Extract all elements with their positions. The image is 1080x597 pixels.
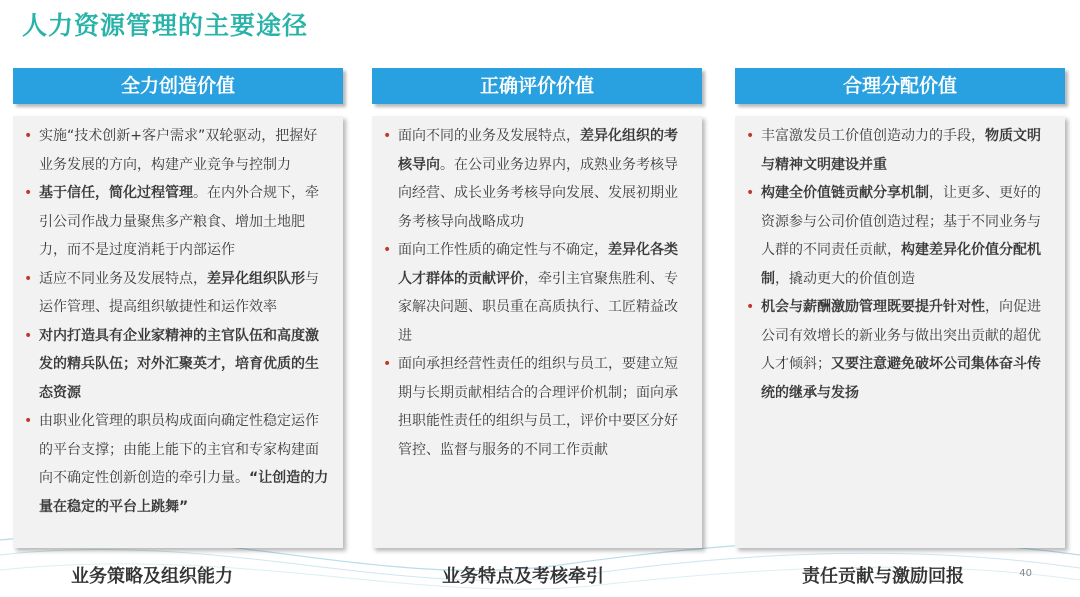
bullet-list [21,122,331,521]
text-segment: 面向不同的业务及发展特点， [398,128,580,144]
text-segment: ，撬动更大的价值创造 [775,270,915,287]
column-evaluate-value [372,68,702,458]
list-item [21,265,331,322]
text-segment: 由职业化管理的职员构成面向确定性稳定运作的平台支撑；由能上能下的主官和专家构建面向不确定性创新创造的牵引力量。 [39,413,319,486]
column-header: 正确评价价值 [372,68,702,104]
list-item [743,293,1053,407]
list-item [380,122,690,236]
list-item [21,122,331,179]
text-segment: 实施“技术创新+客户需求”双轮驱动，把握好业务发展的方向，构建产业竞争与控制力 [39,128,318,173]
list-item [380,350,690,464]
list-item [743,122,1053,179]
column-create-value [13,68,343,515]
text-segment: 丰富激发员工价值创造动力的手段， [761,128,985,144]
list-item [21,407,331,521]
text-segment: ，让更多、更好的资源参与公司价值创造过程；基于不同业务与人群的不同责任贡献， [761,185,1041,258]
column-body [13,116,343,548]
bold-text: 构建差异化价值分配机制 [761,242,1041,287]
bullet-list [380,122,690,464]
text-segment: 面向承担经营性责任的组织与员工，要建立短期与长期贡献相结合的合理评价机制；面向承担职能性责任的组织与员工，评价中要区分好管控、监督与服务的不同工作贡献 [398,356,678,458]
bold-text: 差异化组织的考核导向 [398,128,678,173]
column-header: 合理分配价值 [735,68,1065,104]
bold-text: 物质文明与精神文明建设并重 [761,128,1041,173]
footer-label: 业务策略及组织能力 [71,566,233,587]
bold-text: 又要注意避免破坏公司集体奋斗传统的继承与发扬 [761,356,1041,401]
text-segment: ，向促进公司有效增长的新业务与做出突出贡献的超优人才倾斜； [761,299,1041,372]
bold-text: 差异化组织队形 [207,270,305,287]
column-body [372,116,702,548]
list-item [380,236,690,350]
list-item [743,179,1053,293]
bold-text: 差异化各类人才群体的贡献评价 [398,242,678,287]
text-segment: 。在内外合规下，牵引公司作战力量聚焦多产粮食、增加土地肥力，而不是过度消耗于内部运作 [39,185,319,258]
column-header: 全力创造价值 [13,68,343,104]
bullet-list [743,122,1053,407]
bold-text: 机会与薪酬激励管理既要提升针对性 [761,299,985,315]
column-body [735,116,1065,548]
list-item [21,322,331,408]
page-number: 40 [1019,568,1032,579]
text-segment: 适应不同业务及发展特点， [39,270,207,287]
text-segment: 与运作管理、提高组织敏捷性和运作效率 [39,270,319,315]
list-item [21,179,331,265]
bold-text: 对内打造具有企业家精神的主官队伍和高度激发的精兵队伍；对外汇聚英才，培育优质的生态资源 [39,327,319,401]
bold-text: 基于信任，简化过程管理 [39,185,193,201]
bold-text: “让创造的力量在稳定的平台上跳舞” [39,470,329,515]
footer-label: 责任贡献与激励回报 [802,566,964,587]
footer-label: 业务特点及考核牵引 [442,566,604,587]
text-segment: ，牵引主官聚焦胜利、专家解决问题、职员重在高质执行、工匠精益改进 [398,270,678,344]
page-title: 人力资源管理的主要途径 [22,11,309,40]
bold-text: 构建全价值链贡献分享机制 [761,185,929,201]
text-segment: 。在公司业务边界内，成熟业务考核导向经营、成长业务考核导向发展、发展初期业务考核导向战略成功 [398,156,678,230]
column-distribute-value [735,68,1065,401]
text-segment: 面向工作性质的确定性与不确定， [398,242,608,258]
